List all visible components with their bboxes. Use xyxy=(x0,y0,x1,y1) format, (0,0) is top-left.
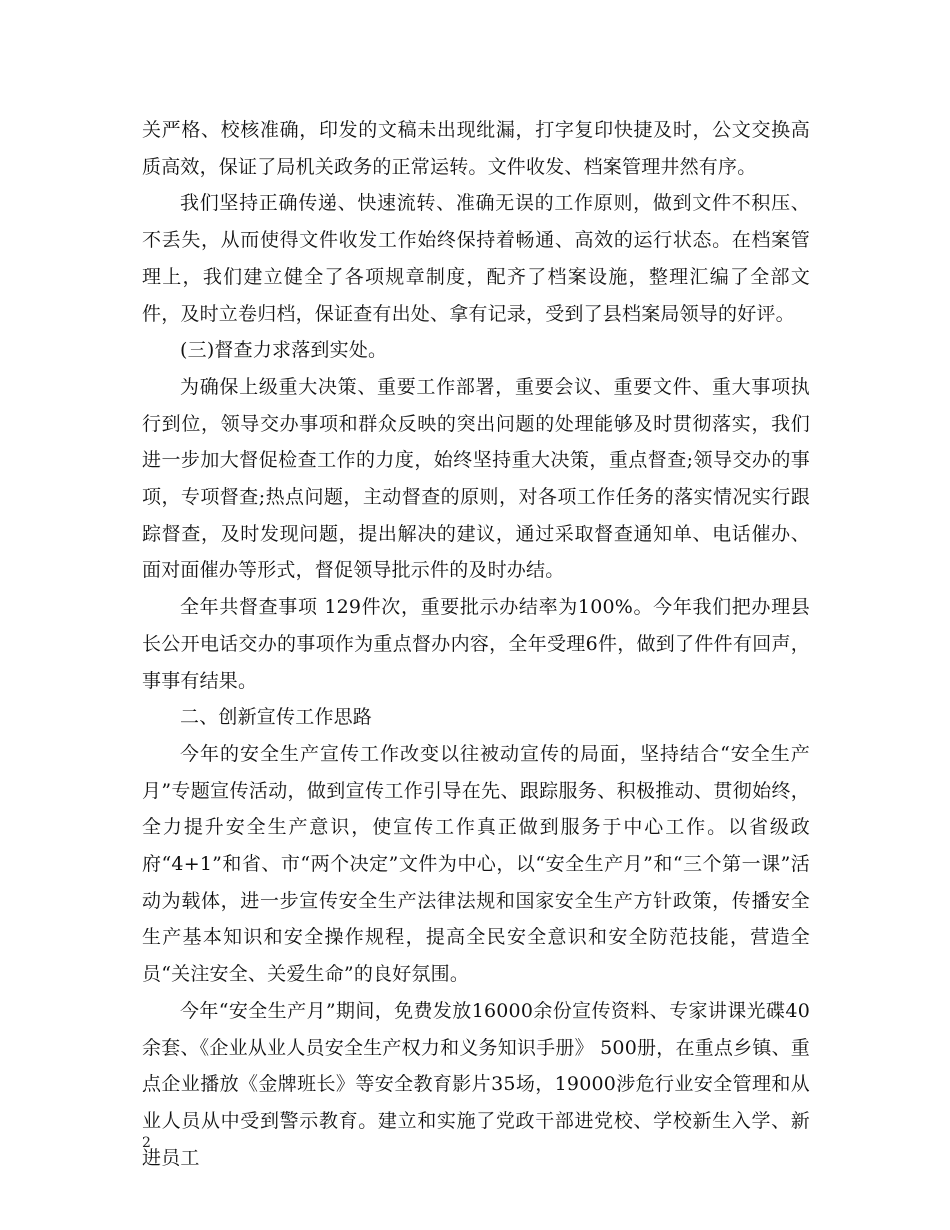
paragraph-supervision: 为确保上级重大决策、重要工作部署，重要会议、重要文件、重大事项执行到位，领导交办事项和群众反映的突出问题的处理能够及时贯彻落实，我们进一步加大督促检查工作的力度，始终坚持重大决策，重点督查;领导交办的事项，专项督查;热点问题，主动督查的原则，对各项工作任务的落实情况实行跟踪督查，及时发现问题，提出解决的建议，通过采取督查通知单、电话催办、面对面催办等形式，督促领导批示件的及时办结。 xyxy=(142,375,810,582)
paragraph-safety-month: 今年“安全生产月”期间，免费发放16000余份宣传资料、专家讲课光碟40余套、《企业从业人员安全生产权力和义务知识手册》 500册，在重点乡镇、重点企业播放《金牌班长》等安全教育影片35场，19000涉危行业安全管理和从业人员从中受到警示教育。建立和实施了党政干部进党校、学校新生入学、新进员工 xyxy=(142,999,810,1169)
paragraph-supervision-results: 全年共督查事项 129件次，重要批示办结率为100%。今年我们把办理县长公开电话交办的事项作为重点督办内容，全年受理6件，做到了件件有回声，事事有结果。 xyxy=(142,596,810,692)
page-number: 2 xyxy=(142,1135,151,1151)
section-heading-publicity: 二、创新宣传工作思路 xyxy=(180,706,373,729)
document-body xyxy=(142,112,810,1176)
paragraph-publicity: 今年的安全生产宣传工作改变以往被动宣传的局面，坚持结合“安全生产月”专题宣传活动，做到宣传工作引导在先、跟踪服务、积极推动、贯彻始终，全力提升安全生产意识，使宣传工作真正做到服务于中心工作。以省级政府“4+1”和省、市“两个决定”文件为中心，以“安全生产月”和“三个第一课”活动为载体，进一步宣传安全生产法律法规和国家安全生产方针政策，传播安全生产基本知识和安全操作规程，提高全民安全意识和安全防范技能，营造全员“关注安全、关爱生命”的良好氛围。 xyxy=(142,742,810,986)
paragraph-continuation: 关严格、校核准确，印发的文稿未出现纰漏，打字复印快捷及时，公文交换高质高效，保证了局机关政务的正常运转。文件收发、档案管理井然有序。 xyxy=(142,119,810,178)
paragraph-file-handling: 我们坚持正确传递、快速流转、准确无误的工作原则，做到文件不积压、不丢失，从而使得文件收发工作始终保持着畅通、高效的运行状态。在档案管理上，我们建立健全了各项规章制度，配齐了档案设施，整理汇编了全部文件，及时立卷归档，保证查有出处、拿有记录，受到了县档案局领导的好评。 xyxy=(142,192,810,325)
subheading-supervision: (三)督查力求落到实处。 xyxy=(180,339,388,362)
